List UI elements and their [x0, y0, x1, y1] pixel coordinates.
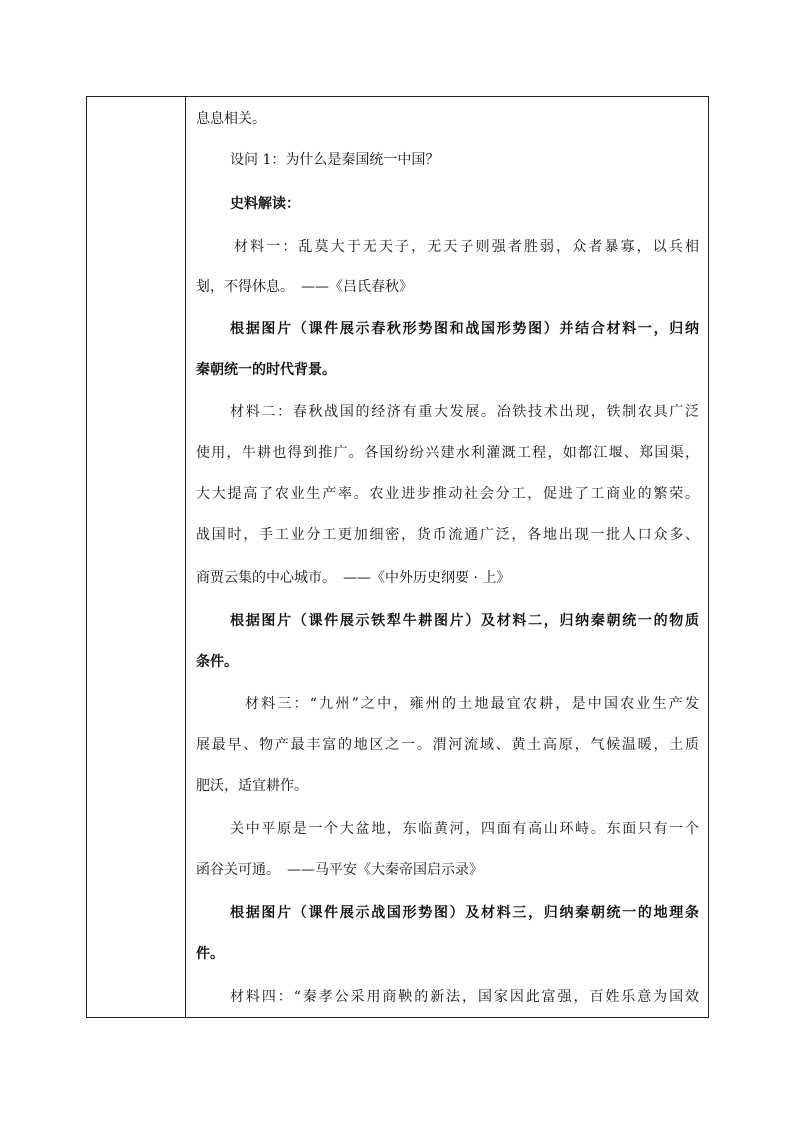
text-line: 材料一：乱莫大于无天子，无天子则强者胜弱，众者暴寡，以兵相: [234, 239, 699, 255]
text-line: 肥沃，适宜耕作。: [196, 778, 308, 794]
left-column-cell: [87, 97, 186, 1017]
prompt-line: 条件。: [196, 654, 238, 670]
text-line: 关中平原是一个大盆地，东临黄河，四面有高山环峙。东面只有一个: [230, 821, 699, 837]
text-line: 刬，不得休息。 ——《吕氏春秋》: [196, 279, 413, 295]
prompt-line: 秦朝统一的时代背景。: [196, 362, 336, 378]
text-line: 材料四：“秦孝公采用商鞅的新法，国家因此富强，百姓乐意为国效: [230, 989, 699, 1005]
content-cell: [187, 97, 708, 1017]
text-line: 材料二：春秋战国的经济有重大发展。冶铁技术出现，铁制农具广泛: [230, 404, 699, 420]
text-line: 使用，牛耕也得到推广。各国纷纷兴建水利灌溉工程，如都江堰、郑国渠，: [196, 445, 699, 461]
text-line: 息息相关。: [196, 111, 266, 127]
text-line: 函谷关可通。 ——马平安《大秦帝国启示录》: [196, 862, 483, 878]
text-line: 展最早、物产最丰富的地区之一。渭河流域、黄土高原，气候温暖，土质: [196, 737, 699, 753]
prompt-line: 根据图片（课件展示春秋形势图和战国形势图）并结合材料一，归纳: [230, 321, 699, 337]
document-table: [86, 96, 709, 1018]
text-line: 大大提高了农业生产率。农业进步推动社会分工，促进了工商业的繁荣。: [196, 486, 699, 502]
prompt-line: 根据图片（课件展示战国形势图）及材料三，归纳秦朝统一的地理条: [230, 905, 699, 921]
prompt-line: 件。: [196, 946, 224, 962]
section-heading: 史料解读：: [230, 196, 300, 212]
text-line: 商贾云集的中心城市。 ——《中外历史纲要 · 上》: [196, 570, 511, 586]
text-line: 战国时，手工业分工更加细密，货币流通广泛，各地出现一批人口众多、: [196, 527, 699, 543]
text-line: 材料三：“九州”之中，雍州的土地最宜农耕，是中国农业生产发: [245, 696, 699, 712]
question-line: 设问 1：为什么是秦国统一中国？: [230, 152, 440, 168]
prompt-line: 根据图片（课件展示铁犁牛耕图片）及材料二，归纳秦朝统一的物质: [230, 613, 699, 629]
